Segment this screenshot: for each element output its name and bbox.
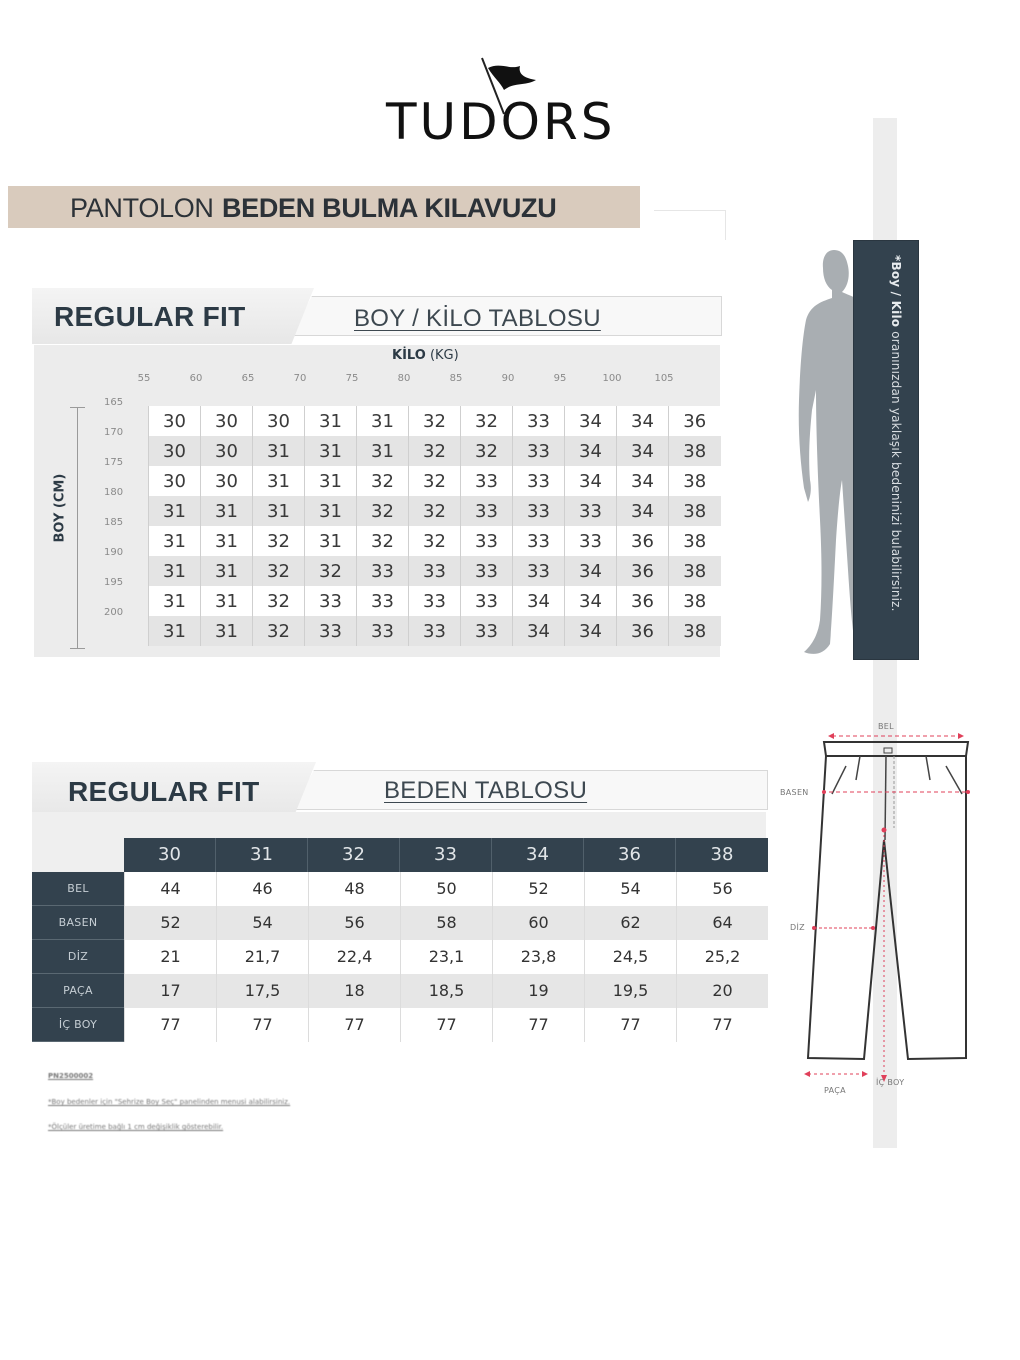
measurement-value: 22,4 bbox=[308, 940, 400, 974]
boy-tick: 195 bbox=[104, 577, 124, 588]
size-cell: 32 bbox=[409, 436, 461, 466]
measurement-value: 23,8 bbox=[492, 940, 584, 974]
size-cell: 33 bbox=[513, 436, 565, 466]
table-row bbox=[149, 586, 721, 616]
section-subtitle: BEDEN TABLOSU bbox=[384, 777, 588, 804]
size-cell: 33 bbox=[513, 406, 565, 436]
boy-axis-cap bbox=[70, 648, 85, 649]
info-note-text: oranınızdan yaklaşık bedeninizi bulabilirsiniz. bbox=[889, 331, 903, 612]
measurement-value: 58 bbox=[400, 906, 492, 940]
measurement-value: 19,5 bbox=[584, 974, 676, 1008]
size-cell: 34 bbox=[617, 496, 669, 526]
measurement-value: 17 bbox=[124, 974, 216, 1008]
size-cell: 33 bbox=[461, 616, 513, 646]
size-cell: 34 bbox=[565, 616, 617, 646]
table-row bbox=[32, 1008, 768, 1042]
boy-axis-title: BOY (CM) bbox=[52, 473, 68, 543]
table-row bbox=[149, 406, 721, 436]
product-code: PN2500002 bbox=[48, 1072, 94, 1080]
boy-axis-cap bbox=[70, 407, 85, 408]
human-silhouette-icon bbox=[790, 240, 860, 660]
size-cell: 31 bbox=[201, 496, 253, 526]
size-cell: 31 bbox=[149, 556, 201, 586]
size-cell: 33 bbox=[513, 496, 565, 526]
size-cell: 31 bbox=[305, 436, 357, 466]
size-cell: 34 bbox=[565, 556, 617, 586]
size-cell: 34 bbox=[513, 586, 565, 616]
size-header-row bbox=[124, 838, 768, 872]
size-cell: 33 bbox=[357, 556, 409, 586]
size-cell: 34 bbox=[617, 466, 669, 496]
measurement-value: 77 bbox=[308, 1008, 400, 1042]
size-cell: 33 bbox=[357, 586, 409, 616]
measurement-value: 62 bbox=[584, 906, 676, 940]
size-cell: 38 bbox=[669, 586, 721, 616]
size-cell: 33 bbox=[305, 586, 357, 616]
size-cell: 32 bbox=[253, 526, 305, 556]
size-cell: 30 bbox=[201, 436, 253, 466]
fit-label: REGULAR FIT bbox=[54, 301, 246, 332]
boy-kilo-table bbox=[148, 406, 721, 646]
table-row bbox=[149, 466, 721, 496]
measurement-value: 77 bbox=[584, 1008, 676, 1042]
boy-tick: 180 bbox=[104, 487, 124, 498]
kilo-tick: 55 bbox=[137, 373, 151, 384]
diz-label: DİZ bbox=[790, 923, 805, 932]
size-cell: 32 bbox=[409, 406, 461, 436]
size-cell: 34 bbox=[617, 406, 669, 436]
size-cell: 31 bbox=[201, 616, 253, 646]
measurement-value: 24,5 bbox=[584, 940, 676, 974]
size-cell: 36 bbox=[617, 556, 669, 586]
kilo-tick: 85 bbox=[449, 373, 463, 384]
beden-table bbox=[32, 872, 768, 1042]
size-cell: 33 bbox=[461, 466, 513, 496]
measurement-value: 56 bbox=[308, 906, 400, 940]
measurement-value: 56 bbox=[676, 872, 768, 906]
section-subtitle: BOY / KİLO TABLOSU bbox=[354, 305, 601, 332]
size-cell: 31 bbox=[305, 526, 357, 556]
size-cell: 32 bbox=[305, 556, 357, 586]
size-cell: 32 bbox=[357, 526, 409, 556]
size-cell: 33 bbox=[461, 586, 513, 616]
table-row bbox=[32, 872, 768, 906]
page-title-light: PANTOLON bbox=[70, 193, 214, 223]
size-cell: 33 bbox=[409, 586, 461, 616]
size-cell: 34 bbox=[565, 586, 617, 616]
size-cell: 30 bbox=[201, 466, 253, 496]
table-row bbox=[149, 556, 721, 586]
measurement-value: 25,2 bbox=[676, 940, 768, 974]
measurement-value: 18 bbox=[308, 974, 400, 1008]
table-row bbox=[149, 436, 721, 466]
size-cell: 32 bbox=[461, 406, 513, 436]
size-header: 38 bbox=[710, 844, 734, 865]
measurement-value: 54 bbox=[584, 872, 676, 906]
size-cell: 31 bbox=[253, 436, 305, 466]
size-cell: 32 bbox=[409, 496, 461, 526]
info-note-bold: *Boy / Kilo bbox=[889, 255, 903, 328]
size-cell: 33 bbox=[409, 616, 461, 646]
size-cell: 31 bbox=[305, 406, 357, 436]
measurement-value: 77 bbox=[676, 1008, 768, 1042]
kilo-tick: 100 bbox=[602, 373, 622, 384]
bel-label: BEL bbox=[878, 722, 894, 731]
size-cell: 33 bbox=[565, 526, 617, 556]
measurement-value: 54 bbox=[216, 906, 308, 940]
measurement-value: 77 bbox=[492, 1008, 584, 1042]
boy-tick: 200 bbox=[104, 607, 124, 618]
boy-tick: 185 bbox=[104, 517, 124, 528]
measurement-label: BASEN bbox=[32, 906, 124, 940]
size-cell: 31 bbox=[149, 616, 201, 646]
measurement-value: 48 bbox=[308, 872, 400, 906]
size-cell: 33 bbox=[461, 496, 513, 526]
measurement-value: 44 bbox=[124, 872, 216, 906]
size-cell: 30 bbox=[253, 406, 305, 436]
brand-name: TUDORS bbox=[386, 93, 616, 151]
size-header: 34 bbox=[492, 838, 584, 872]
table-row bbox=[149, 526, 721, 556]
footnote-1: *Boy bedenler için "Sehrize Boy Seç" panelinden menusi alabilirsiniz. bbox=[48, 1098, 291, 1106]
table-row bbox=[32, 940, 768, 974]
size-header: 30 bbox=[124, 838, 216, 872]
size-cell: 32 bbox=[253, 616, 305, 646]
size-cell: 31 bbox=[357, 406, 409, 436]
size-header: 32 bbox=[308, 838, 400, 872]
size-cell: 31 bbox=[305, 496, 357, 526]
size-cell: 32 bbox=[461, 436, 513, 466]
measurement-label: DİZ bbox=[32, 940, 124, 974]
measurement-value: 23,1 bbox=[400, 940, 492, 974]
size-cell: 32 bbox=[357, 466, 409, 496]
size-cell: 34 bbox=[513, 616, 565, 646]
kilo-tick: 75 bbox=[345, 373, 359, 384]
size-cell: 32 bbox=[253, 586, 305, 616]
size-cell: 31 bbox=[201, 526, 253, 556]
size-cell: 38 bbox=[669, 496, 721, 526]
kilo-axis-title-unit: (KG) bbox=[429, 348, 459, 363]
measurement-value: 77 bbox=[400, 1008, 492, 1042]
size-cell: 33 bbox=[565, 496, 617, 526]
size-cell: 33 bbox=[357, 616, 409, 646]
size-cell: 33 bbox=[305, 616, 357, 646]
size-cell: 31 bbox=[201, 556, 253, 586]
size-cell: 33 bbox=[513, 526, 565, 556]
size-cell: 32 bbox=[409, 466, 461, 496]
measurement-value: 52 bbox=[124, 906, 216, 940]
size-cell: 33 bbox=[461, 526, 513, 556]
size-cell: 31 bbox=[149, 496, 201, 526]
size-cell: 34 bbox=[565, 406, 617, 436]
size-cell: 31 bbox=[357, 436, 409, 466]
size-cell: 31 bbox=[201, 586, 253, 616]
size-cell: 38 bbox=[669, 466, 721, 496]
size-cell: 31 bbox=[253, 466, 305, 496]
size-cell: 34 bbox=[565, 436, 617, 466]
size-cell: 38 bbox=[669, 526, 721, 556]
page-title-bold: BEDEN BULMA KILAVUZU bbox=[221, 193, 557, 223]
size-cell: 36 bbox=[669, 406, 721, 436]
size-cell: 36 bbox=[617, 526, 669, 556]
measurement-value: 21 bbox=[124, 940, 216, 974]
boy-kilo-section-header bbox=[32, 288, 722, 344]
beden-section-header bbox=[32, 762, 768, 818]
kilo-tick: 65 bbox=[241, 373, 255, 384]
size-cell: 31 bbox=[149, 526, 201, 556]
table-row bbox=[32, 906, 768, 940]
measurement-value: 18,5 bbox=[400, 974, 492, 1008]
size-cell: 32 bbox=[409, 526, 461, 556]
kilo-tick: 95 bbox=[553, 373, 567, 384]
measurement-value: 20 bbox=[676, 974, 768, 1008]
measurement-value: 77 bbox=[124, 1008, 216, 1042]
size-header: 31 bbox=[216, 838, 308, 872]
size-cell: 30 bbox=[149, 406, 201, 436]
size-cell: 31 bbox=[305, 466, 357, 496]
size-cell: 30 bbox=[149, 466, 201, 496]
size-cell: 33 bbox=[513, 466, 565, 496]
measurement-value: 46 bbox=[216, 872, 308, 906]
size-header: 33 bbox=[400, 838, 492, 872]
kilo-tick: 70 bbox=[293, 373, 307, 384]
size-cell: 33 bbox=[513, 556, 565, 586]
size-cell: 36 bbox=[617, 616, 669, 646]
kilo-axis-title bbox=[392, 348, 459, 363]
size-cell: 31 bbox=[253, 496, 305, 526]
basen-label: BASEN bbox=[780, 788, 809, 797]
size-cell: 34 bbox=[565, 466, 617, 496]
boy-axis-line bbox=[77, 407, 78, 649]
kilo-tick: 60 bbox=[189, 373, 203, 384]
paca-label: PAÇA bbox=[824, 1086, 846, 1095]
ic-boy-label: İÇ BOY bbox=[876, 1078, 905, 1087]
boy-tick: 175 bbox=[104, 457, 124, 468]
size-cell: 30 bbox=[149, 436, 201, 466]
boy-tick: 190 bbox=[104, 547, 124, 558]
size-cell: 32 bbox=[357, 496, 409, 526]
kilo-tick: 80 bbox=[397, 373, 411, 384]
fit-label: REGULAR FIT bbox=[68, 776, 260, 807]
table-row bbox=[32, 974, 768, 1008]
measurement-value: 60 bbox=[492, 906, 584, 940]
table-row bbox=[149, 496, 721, 526]
measurement-value: 19 bbox=[492, 974, 584, 1008]
kilo-tick: 90 bbox=[501, 373, 515, 384]
measurement-label: PAÇA bbox=[32, 974, 124, 1008]
footnote-2: *Ölçüler üretime bağlı 1 cm değişiklik gösterebilir. bbox=[48, 1123, 224, 1131]
size-cell: 36 bbox=[617, 586, 669, 616]
table-row bbox=[149, 616, 721, 646]
size-cell: 38 bbox=[669, 436, 721, 466]
size-cell: 34 bbox=[617, 436, 669, 466]
size-cell: 32 bbox=[253, 556, 305, 586]
size-cell: 31 bbox=[149, 586, 201, 616]
page-title bbox=[70, 192, 556, 225]
kilo-axis-title-bold: KİLO bbox=[392, 348, 426, 363]
size-cell: 30 bbox=[201, 406, 253, 436]
measurement-label: İÇ BOY bbox=[32, 1008, 124, 1042]
measurement-value: 64 bbox=[676, 906, 768, 940]
boy-tick: 170 bbox=[104, 427, 124, 438]
measurement-value: 50 bbox=[400, 872, 492, 906]
size-cell: 38 bbox=[669, 616, 721, 646]
measurement-value: 52 bbox=[492, 872, 584, 906]
size-cell: 33 bbox=[409, 556, 461, 586]
boy-tick: 165 bbox=[104, 397, 124, 408]
measurement-value: 77 bbox=[216, 1008, 308, 1042]
info-note bbox=[870, 255, 904, 645]
measurement-value: 21,7 bbox=[216, 940, 308, 974]
brand-logo bbox=[386, 56, 616, 151]
measurement-value: 17,5 bbox=[216, 974, 308, 1008]
size-cell: 38 bbox=[669, 556, 721, 586]
size-header: 36 bbox=[584, 838, 676, 872]
decorative-bracket bbox=[654, 210, 726, 240]
size-cell: 33 bbox=[461, 556, 513, 586]
measurement-label: BEL bbox=[32, 872, 124, 906]
kilo-tick: 105 bbox=[654, 373, 674, 384]
pants-measurement-icon bbox=[776, 718, 976, 1103]
